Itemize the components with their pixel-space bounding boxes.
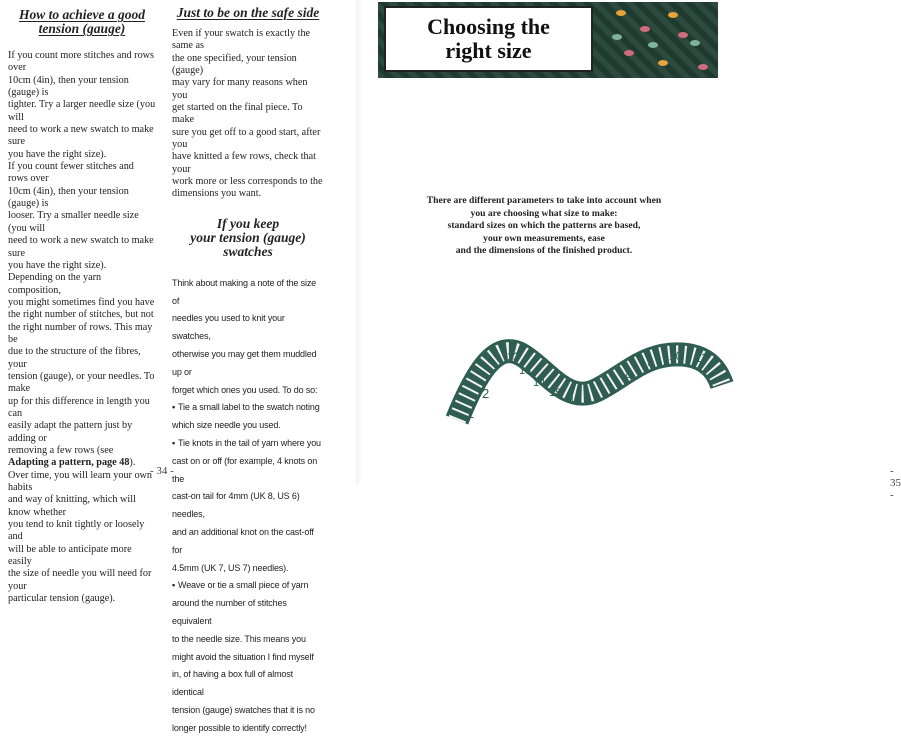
tension-body: If you count more stitches and rows over 10cm (4in), then your tension (gauge) is tighter. Try a larger needle size (you will need to work a new swatch to make sure you have the right size). If you count fewer stitches and rows over 10cm (4in), then your tension (gauge) is looser. Try a smaller needle size (you will need to work a new swatch to make sure you have the right size). Depending on the yarn composition, you might sometimes find you have the right number of stitches, but not the right number of rows. This may be due to the structure of the fibres, your tension (gauge), or your needles. To make up for this difference in length you can easily adapt the pattern just by adding or removing a few rows (see Adapting a pattern, page 48). Over time, you will learn your own habits and way of knitting, which will know whether you tend to knit tightly or loosely and will be able to anticipate more easily the size of needle you will need for your particular tension (gauge). [8,50,156,605]
bullet-icon: • [172,402,176,413]
safe-side-heading: Just to be on the safe side [176,5,320,20]
tape-measure-illustration [437,310,727,450]
tape-number: 11 [695,351,708,365]
left-column [8,8,156,605]
page-number-right: - 35 - [890,465,901,501]
tape-number: 16 [569,393,582,405]
tension-heading: How to achieve a good tension (gauge) [19,7,145,36]
tape-number: 8 [625,367,632,381]
right-column [172,6,324,738]
tape-number: 15 [549,387,562,399]
tape-number: 1 [467,406,475,421]
tape-number: 9 [647,355,654,369]
left-page [0,0,356,733]
bullet-icon: • [172,437,176,448]
swatches-body: Think about making a note of the size of needles you used to knit your swatches, otherwise you may get them muddled up or forget which ones you used. To do so: [172,277,318,395]
tape-number: 2 [482,386,490,401]
bullet-item: • Weave or tie a small piece of yarn around the number of stitches equivalent to the needle size. This means you might avoid the situation I find myself in, of having a box full of almost identical tension (gauge) swatches that it is no longer possible to identify correctly! [172,580,315,733]
intro-text: There are different parameters to take into account when you are choosing what size to make: standard sizes on which the patterns are based, your own measurements, ease and the dimensions of the finished product. [426,195,662,257]
chapter-title: Choosing the right size [384,6,593,72]
keep-swatches-heading: If you keep your tension (gauge) swatches [190,215,306,259]
bullet-item: • Tie a small label to the swatch noting which size needle you used. [172,402,320,431]
safe-side-body: Even if your swatch is exactly the same as the one specified, your tension (gauge) may vary for many reasons when you get started on the final piece. To make sure you get off to a good start, after you have knitted a few rows, check that your work more or less corresponds to the dimensions you want. [172,28,323,200]
bullet-icon: • [172,580,176,591]
right-page [362,0,901,501]
page-number-left: - 34 - [150,465,174,477]
tape-number: 14 [533,377,546,389]
adapting-pattern-link[interactable]: Adapting a pattern, page 48 [8,457,130,469]
tape-number: 13 [519,365,532,377]
tape-number: 12 [507,351,520,363]
tape-number: 10 [669,349,683,363]
bullet-item: • Tie knots in the tail of yarn where you cast on or off (for example, 4 knots on the cast-on tail for 4mm (UK 8, US 6) needles, and an additional knot on the cast-off for 4.5mm (UK 7, US 7) needles). [172,437,321,573]
